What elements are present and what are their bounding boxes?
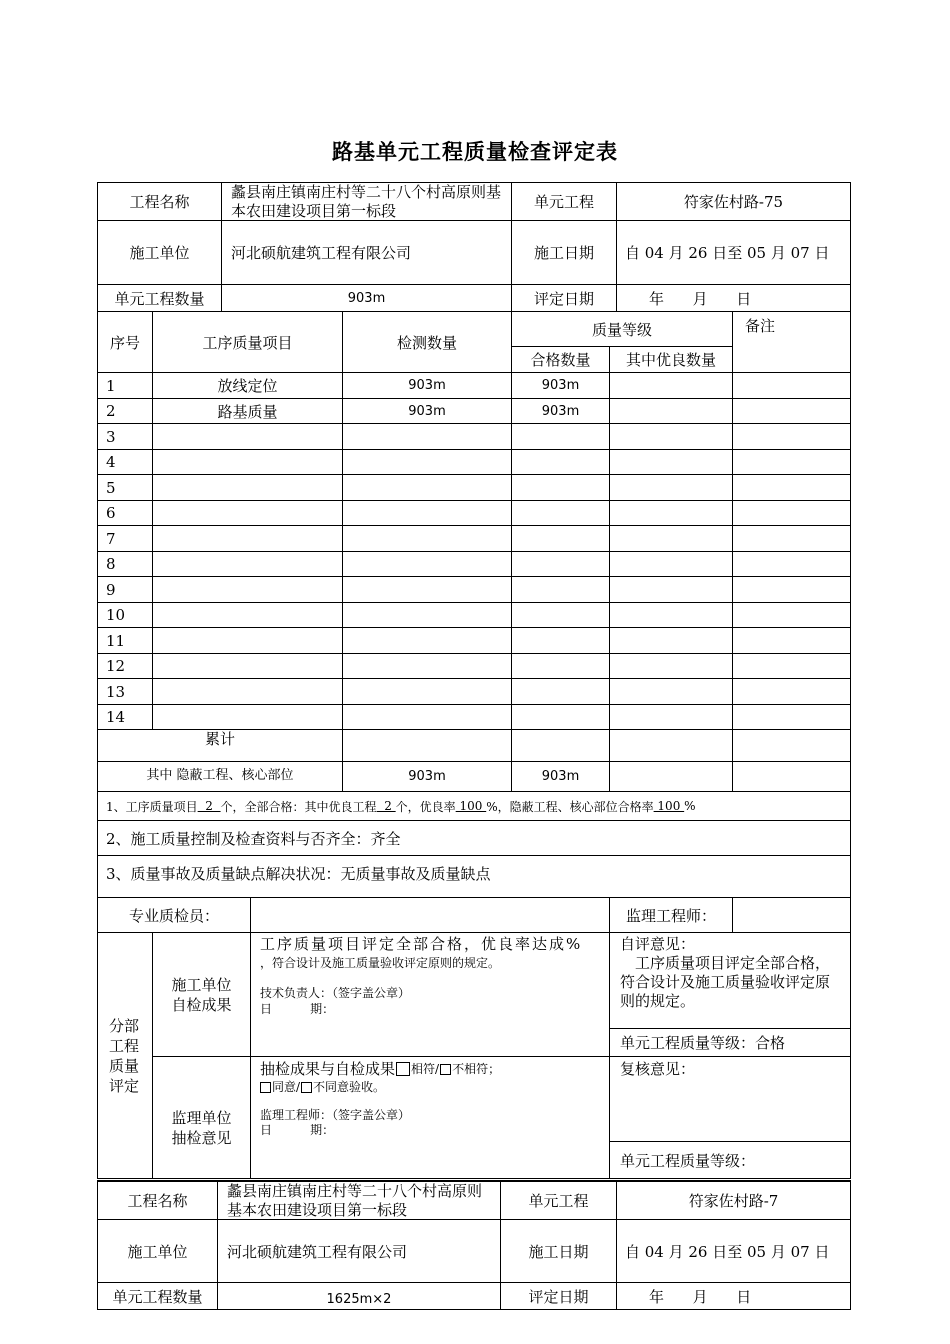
supervisor-check-date: 日 期： (260, 1123, 335, 1137)
row-count (342, 576, 512, 603)
row-item: 路基质量 (152, 398, 343, 424)
row-item (152, 704, 343, 730)
row-count: 903m (342, 372, 512, 399)
row-seq: 9 (97, 576, 153, 603)
cumulative-remark (732, 729, 851, 762)
summary-1-excellent: 2 (376, 799, 396, 813)
row-excellent (609, 525, 733, 552)
hidden-works-remark (732, 761, 851, 792)
hidden-works-pass: 903m (511, 761, 610, 792)
summary-1-d: %，隐蔽工程、核心部位合格率 (486, 799, 654, 814)
section-evaluation-label: 分部工程质量评定 (97, 932, 153, 1179)
row-item (152, 474, 343, 501)
agree-checkbox[interactable] (260, 1082, 271, 1093)
supervisor-check-label: 监理单位抽检意见 (152, 1056, 251, 1179)
row-pass (511, 602, 610, 628)
construction-date-value: 自 04 月 26 日至 05 月 07 日 (616, 220, 851, 285)
col-grade: 质量等级 (511, 311, 733, 347)
row-count (342, 551, 512, 577)
row-seq: 14 (97, 704, 153, 730)
self-check-content (250, 932, 610, 1057)
summary-1-items: 2 (197, 799, 221, 813)
col-seq: 序号 (97, 311, 153, 373)
construction-date-label: 施工日期 (511, 220, 617, 285)
row-remark (732, 525, 851, 552)
row-item (152, 525, 343, 552)
row-remark (732, 576, 851, 603)
row-item: 放线定位 (152, 372, 343, 399)
row-count (342, 678, 512, 705)
page-title: 路基单元工程质量检查评定表 (332, 139, 618, 164)
row-pass (511, 678, 610, 705)
match-checkbox[interactable] (396, 1062, 410, 1076)
row-count (342, 602, 512, 628)
row-seq: 10 (97, 602, 153, 628)
row-remark (732, 678, 851, 705)
row-excellent (609, 704, 733, 730)
row-remark (732, 704, 851, 730)
row-seq: 2 (97, 398, 153, 424)
project-name-label: 工程名称 (97, 182, 222, 221)
self-check-tech: 技术负责人：（签字盖公章） (260, 986, 411, 1000)
row-pass (511, 576, 610, 603)
col-item: 工序质量项目 (152, 311, 343, 373)
self-opinion-text: 工序质量项目评定全部合格，符合设计及施工质量验收评定原则的规定。 (620, 954, 831, 1010)
next-date-value: 自 04 月 26 日至 05 月 07 日 (616, 1219, 851, 1283)
row-item (152, 602, 343, 628)
row-pass (511, 551, 610, 577)
summary-1-rate: 100 (455, 799, 487, 813)
summary-line-2: 2、施工质量控制及检查资料与否齐全：齐全 (97, 820, 851, 856)
row-excellent (609, 423, 733, 450)
disagree-checkbox[interactable] (301, 1082, 312, 1093)
row-item (152, 551, 343, 577)
row-count (342, 653, 512, 679)
row-count (342, 525, 512, 552)
review-opinion: 复核意见： (609, 1056, 851, 1142)
cumulative-label: 累计 (97, 729, 343, 762)
row-seq: 13 (97, 678, 153, 705)
row-excellent (609, 576, 733, 603)
self-check-date: 日 期： (260, 1002, 335, 1016)
supervisor-check-line-2 (260, 1079, 385, 1096)
summary-line-1 (97, 791, 851, 821)
row-excellent (609, 449, 733, 475)
row-seq: 6 (97, 500, 153, 526)
row-excellent (609, 372, 733, 399)
self-opinion-grade: 单元工程质量等级：合格 (609, 1028, 851, 1057)
row-excellent (609, 678, 733, 705)
summary-line-3: 3、质量事故及质量缺点解决状况：无质量事故及质量缺点 (97, 855, 851, 898)
row-excellent (609, 653, 733, 679)
row-pass (511, 500, 610, 526)
next-date-label: 施工日期 (500, 1219, 617, 1283)
row-remark (732, 423, 851, 450)
row-count (342, 500, 512, 526)
row-remark (732, 372, 851, 399)
row-count (342, 627, 512, 654)
next-quantity-label: 单元工程数量 (97, 1282, 218, 1310)
row-remark (732, 627, 851, 654)
summary-1-b: 个，全部合格：其中优良工程 (220, 799, 377, 814)
row-item (152, 653, 343, 679)
row-seq: 4 (97, 449, 153, 475)
row-seq: 5 (97, 474, 153, 501)
row-seq: 1 (97, 372, 153, 399)
row-seq: 3 (97, 423, 153, 450)
row-pass (511, 653, 610, 679)
project-name-value: 蠡县南庄镇南庄村等二十八个村高原则基本农田建设项目第一标段 (221, 182, 512, 221)
supervisor-label: 监理工程师： (609, 897, 733, 933)
next-quantity-value: 1625m×2 (217, 1282, 501, 1310)
unit-value: 符家佐村路-75 (616, 182, 851, 221)
row-count: 903m (342, 398, 512, 424)
summary-1-rate2: 100 (653, 799, 685, 813)
next-eval-date-value: 年 月 日 (616, 1282, 851, 1310)
row-remark (732, 602, 851, 628)
row-remark (732, 551, 851, 577)
row-remark (732, 474, 851, 501)
col-remark: 备注 (732, 311, 851, 373)
row-count (342, 423, 512, 450)
summary-1-a: 1、工序质量项目 (106, 799, 198, 814)
row-remark (732, 500, 851, 526)
self-check-text-2: ，符合设计及施工质量验收评定原则的规定。 (260, 956, 501, 970)
supervisor-check-line-1a: 抽检成果与自检成果 (260, 1060, 396, 1078)
row-pass: 903m (511, 372, 610, 399)
cumulative-excellent (609, 729, 733, 762)
row-excellent (609, 602, 733, 628)
row-excellent (609, 551, 733, 577)
mismatch-checkbox[interactable] (440, 1064, 451, 1075)
row-pass (511, 423, 610, 450)
eval-date-value: 年 月 日 (616, 284, 851, 312)
self-check-text-1: 工序质量项目评定全部合格，优良率达成% (260, 935, 583, 953)
supervisor-check-line-1b: 相符/ (411, 1062, 440, 1076)
row-pass (511, 704, 610, 730)
row-item (152, 449, 343, 475)
eval-date-label: 评定日期 (511, 284, 617, 312)
inspector-signature (250, 897, 610, 933)
row-pass (511, 525, 610, 552)
hidden-works-label: 其中 隐蔽工程、核心部位 (97, 761, 343, 792)
supervisor-check-line-1c: 不相符； (452, 1062, 501, 1076)
row-remark (732, 398, 851, 424)
summary-1-e: % (684, 799, 696, 813)
review-grade: 单元工程质量等级： (609, 1141, 851, 1179)
row-seq: 11 (97, 627, 153, 654)
next-project-name-label: 工程名称 (97, 1180, 218, 1220)
row-count (342, 704, 512, 730)
row-seq: 8 (97, 551, 153, 577)
col-excellent: 其中优良数量 (609, 346, 733, 373)
row-count (342, 474, 512, 501)
row-excellent (609, 398, 733, 424)
next-eval-date-label: 评定日期 (500, 1282, 617, 1310)
row-pass (511, 627, 610, 654)
row-remark (732, 653, 851, 679)
next-contractor-label: 施工单位 (97, 1219, 218, 1283)
hidden-works-excellent (609, 761, 733, 792)
supervisor-signature (732, 897, 851, 933)
supervisor-check-line-1 (260, 1059, 500, 1079)
row-pass: 903m (511, 398, 610, 424)
contractor-label: 施工单位 (97, 220, 222, 285)
summary-1-c: 个，优良率 (395, 799, 456, 814)
col-count: 检测数量 (342, 311, 512, 373)
quantity-label: 单元工程数量 (97, 284, 222, 312)
row-item (152, 627, 343, 654)
row-seq: 12 (97, 653, 153, 679)
self-check-label: 施工单位自检成果 (152, 932, 251, 1057)
self-opinion-label: 自评意见： (620, 935, 696, 953)
supervisor-check-line-2a: 同意/ (272, 1080, 301, 1094)
row-excellent (609, 627, 733, 654)
next-unit-value: 符家佐村路-7 (616, 1180, 851, 1220)
quantity-value: 903m (221, 284, 512, 312)
row-pass (511, 449, 610, 475)
cumulative-pass (511, 729, 610, 762)
self-opinion (609, 932, 851, 1029)
next-contractor-value: 河北硕航建筑工程有限公司 (217, 1219, 501, 1283)
supervisor-check-engineer: 监理工程师：（签字盖公章） (260, 1108, 411, 1122)
next-unit-label: 单元工程 (500, 1180, 617, 1220)
next-project-name-value: 蠡县南庄镇南庄村等二十八个村高原则基本农田建设项目第一标段 (217, 1180, 501, 1220)
row-item (152, 576, 343, 603)
supervisor-check-line-2b: 不同意验收。 (313, 1080, 386, 1094)
cumulative-count (342, 729, 512, 762)
contractor-value: 河北硕航建筑工程有限公司 (221, 220, 512, 285)
row-item (152, 678, 343, 705)
row-pass (511, 474, 610, 501)
unit-label: 单元工程 (511, 182, 617, 221)
row-remark (732, 449, 851, 475)
col-pass: 合格数量 (511, 346, 610, 373)
supervisor-check-content (250, 1056, 610, 1179)
row-seq: 7 (97, 525, 153, 552)
row-count (342, 449, 512, 475)
inspector-label: 专业质检员： (97, 897, 251, 933)
row-excellent (609, 500, 733, 526)
row-item (152, 423, 343, 450)
row-excellent (609, 474, 733, 501)
hidden-works-count: 903m (342, 761, 512, 792)
row-item (152, 500, 343, 526)
